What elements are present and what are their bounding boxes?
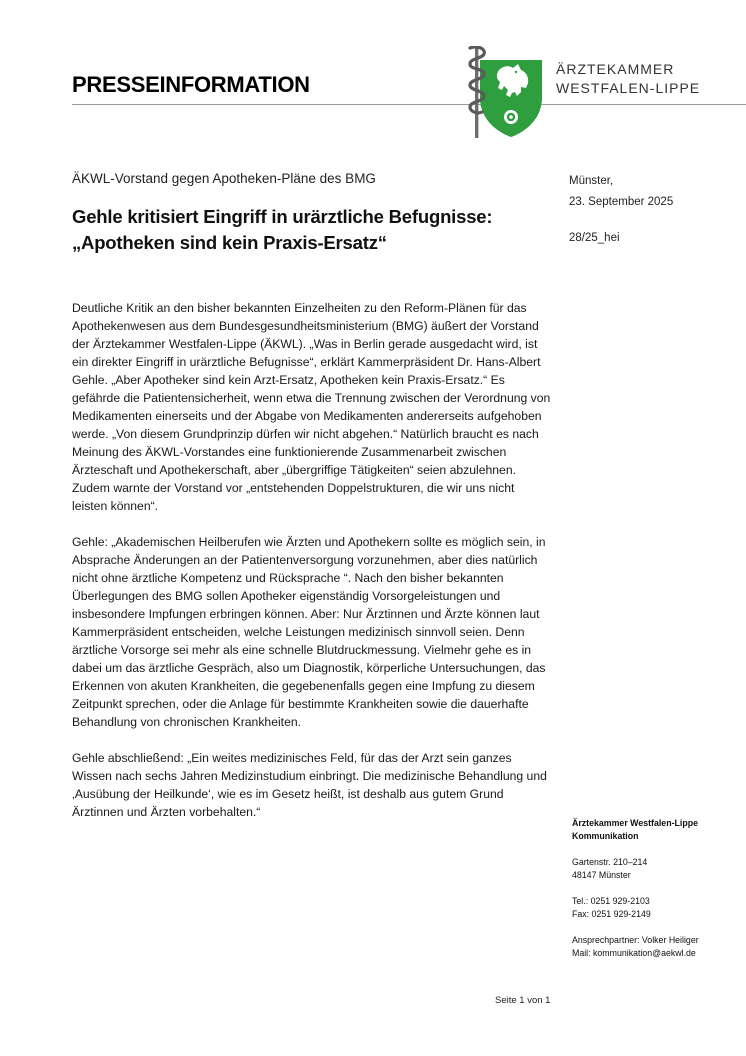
meta-city: Münster,: [569, 175, 614, 187]
contact-fax: Fax: 0251 929-2149: [572, 909, 651, 919]
contact-phone: Tel.: 0251 929-2103: [572, 896, 650, 906]
body-paragraph: Gehle abschließend: „Ein weites medizinisches Feld, für das der Arzt sein ganzes Wissen nach sechs Jahren Medizinstudium einbringt. Die medizinische Behandlung und ‚Ausübung der Heilkunde‘, wie es im Gesetz heißt, ist deshalb aus gutem Grund Ärztinnen und Ärzten vorbehalten.“: [72, 751, 547, 819]
organization-name-line2: WESTFALEN-LIPPE: [556, 80, 701, 96]
meta-reference: 28/25_hei: [569, 232, 620, 244]
aekwl-logo-icon: [466, 46, 544, 138]
article-kicker: ÄKWL-Vorstand gegen Apotheken-Pläne des BMG: [72, 171, 376, 186]
document-meta: [569, 171, 673, 249]
headline-line1: Gehle kritisiert Eingriff in urärztliche Befugnisse:: [72, 206, 493, 227]
document-type-title: PRESSEINFORMATION: [72, 72, 310, 97]
contact-city: 48147 Münster: [572, 870, 631, 880]
contact-dept: Kommunikation: [572, 831, 639, 841]
organization-name-line1: ÄRZTEKAMMER: [556, 61, 675, 77]
header-divider: [72, 104, 746, 105]
headline-line2: „Apotheken sind kein Praxis-Ersatz“: [72, 232, 387, 253]
contact-block: [572, 817, 732, 973]
contact-mail[interactable]: Mail: kommunikation@aekwl.de: [572, 948, 696, 958]
article-body: [72, 299, 552, 839]
body-paragraph: Deutliche Kritik an den bisher bekannten Einzelheiten zu den Reform-Plänen für das Apothekenwesen aus dem Bundesgesundheitsministerium (BMG) äußert der Vorstand der Ärztekammer Westfalen-Lippe (ÄKWL). „Was in Berlin gerade ausgedacht wird, ist ein direkter Eingriff in urärztliche Befugnisse“, erklärt Kammerpräsident Dr. Hans-Albert Gehle. „Aber Apotheker sind kein Arzt-Ersatz, Apotheken kein Praxis-Ersatz.“ Es gefährde die Patientensicherheit, wenn etwa die Trennung zwischen der Verordnung von Medikamenten einerseits und der Abgabe von Medikamenten andererseits aufgehoben werde. „Von diesem Grundprinzip dürfen wir nicht abgehen.“ Natürlich braucht es nach Meinung des ÄKWL-Vorstandes eine funktionierende Zusammenarbeit zwischen Ärzteschaft und Apothekerschaft, aber „übergriffige Tätigkeiten“ seien abzulehnen. Zudem warnte der Vorstand vor „entstehenden Doppelstrukturen, die wir uns nicht leisten können“.: [72, 301, 551, 513]
article-headline: [72, 204, 552, 256]
organization-name: [556, 60, 700, 98]
contact-street: Gartenstr. 210–214: [572, 857, 648, 867]
contact-org: Ärztekammer Westfalen-Lippe: [572, 818, 698, 828]
meta-date: 23. September 2025: [569, 196, 674, 208]
contact-person: Ansprechpartner: Volker Heiliger: [572, 935, 699, 945]
page-number: Seite 1 von 1: [495, 995, 551, 1006]
body-paragraph: Gehle: „Akademischen Heilberufen wie Ärzten und Apothekern sollte es möglich sein, in Absprache Änderungen an der Patientenversorgung vorzunehmen, aber dies natürlich nicht ohne ärztliche Kompetenz und Rücksprache “. Nach den bisher bekannten Überlegungen des BMG sollen Apotheker eigenständig Vorsorgeleistungen und insbesondere Impfungen erbringen können. Aber: Nur Ärztinnen und Ärzte können laut Kammerpräsident entscheiden, welche Leistungen medizinisch sinnvoll seien. Denn ärztliche Vorsorge sei mehr als eine schnelle Blutdruckmessung. Vielmehr gehe es in dabei um das ärztliche Gespräch, also um Diagnostik, körperliche Untersuchungen, das Erkennen von akuten Krankheiten, die gegebenenfalls gegen eine Impfung zu diesem Zeitpunkt sprechen, oder die Anlage für bestimmte Krankheiten sowie die dauerhafte Behandlung von chronischen Krankheiten.: [72, 535, 546, 729]
